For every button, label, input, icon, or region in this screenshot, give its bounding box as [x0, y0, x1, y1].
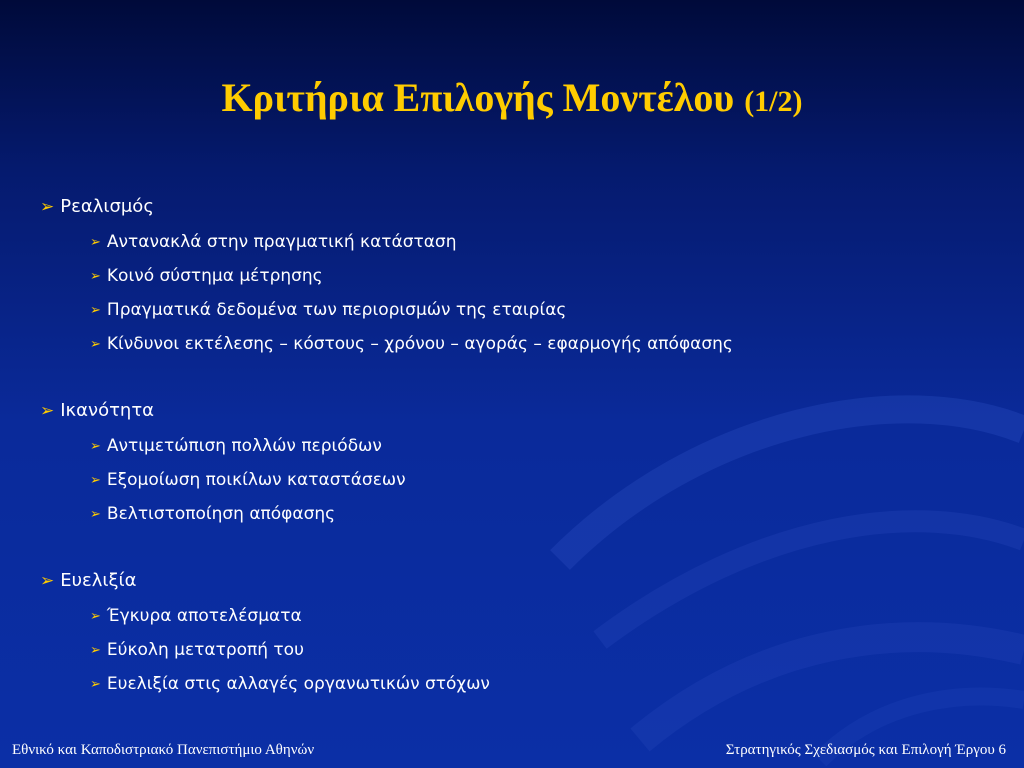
list-item-text: Κοινό σύστημα μέτρησης: [106, 266, 323, 286]
arrowhead-bullet-icon: ➢: [90, 677, 101, 692]
arrowhead-bullet-icon: ➢: [40, 401, 55, 421]
list-item: [90, 232, 456, 252]
arrowhead-bullet-icon: ➢: [90, 473, 101, 488]
list-item-text: Ευελιξία στις αλλαγές οργανωτικών στόχων: [106, 674, 490, 694]
list-item: [90, 300, 566, 320]
list-item: [90, 470, 406, 490]
arrowhead-bullet-icon: ➢: [90, 235, 101, 250]
section-label: Ρεαλισμός: [60, 196, 154, 217]
list-item-text: Αντιμετώπιση πολλών περιόδων: [106, 436, 382, 456]
list-item: [90, 334, 733, 354]
arrowhead-bullet-icon: ➢: [40, 571, 55, 591]
arrowhead-bullet-icon: ➢: [90, 269, 101, 284]
list-item: [90, 436, 382, 456]
arrowhead-bullet-icon: ➢: [90, 337, 101, 352]
list-item: [90, 606, 302, 626]
footer-course-page: Στρατηγικός Σχεδιασμός και Επιλογή Έργου 6: [725, 742, 1006, 758]
section-heading: [40, 570, 137, 591]
title-page-indicator: (1/2): [744, 85, 803, 118]
arrowhead-bullet-icon: ➢: [90, 303, 101, 318]
list-item-text: Εξομοίωση ποικίλων καταστάσεων: [106, 470, 406, 490]
arrowhead-bullet-icon: ➢: [90, 643, 101, 658]
title-text: Κριτήρια Επιλογής Μοντέλου: [221, 75, 735, 120]
list-item-text: Έγκυρα αποτελέσματα: [106, 606, 302, 626]
list-item-text: Αντανακλά στην πραγματική κατάσταση: [106, 232, 457, 252]
footer-institution: Εθνικό και Καποδιστριακό Πανεπιστήμιο Αθηνών: [12, 742, 315, 758]
list-item-text: Κίνδυνοι εκτέλεσης – κόστους – χρόνου – αγοράς – εφαρμογής απόφασης: [106, 334, 733, 354]
arrowhead-bullet-icon: ➢: [90, 439, 101, 454]
list-item: [90, 504, 335, 524]
section-label: Ευελιξία: [60, 570, 137, 591]
list-item: [90, 674, 490, 694]
list-item-text: Πραγματικά δεδομένα των περιορισμών της εταιρίας: [106, 300, 567, 320]
arrowhead-bullet-icon: ➢: [90, 507, 101, 522]
section-heading: [40, 196, 154, 217]
arrowhead-bullet-icon: ➢: [90, 609, 101, 624]
list-item-text: Εύκολη μετατροπή του: [106, 640, 304, 660]
list-item-text: Βελτιστοποίηση απόφασης: [106, 504, 336, 524]
slide-title: [0, 68, 1024, 132]
section-label: Ικανότητα: [60, 400, 155, 421]
list-item: [90, 266, 323, 286]
section-heading: [40, 400, 154, 421]
arrowhead-bullet-icon: ➢: [40, 197, 55, 217]
list-item: [90, 640, 304, 660]
